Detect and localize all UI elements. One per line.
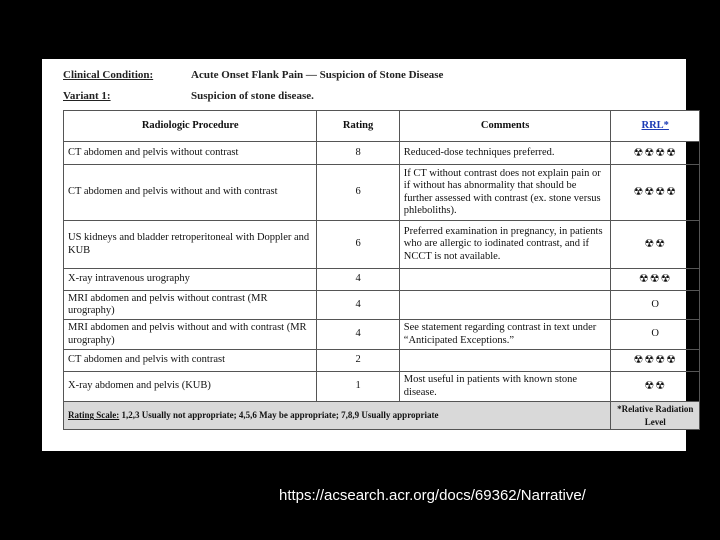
document-page bbox=[42, 59, 694, 451]
rrl-cell: ☢☢☢ bbox=[611, 269, 700, 291]
table-row bbox=[64, 221, 700, 269]
table-row bbox=[64, 320, 700, 350]
rating-cell: 2 bbox=[317, 350, 399, 372]
comment-cell bbox=[399, 291, 611, 320]
rating-cell: 4 bbox=[317, 269, 399, 291]
procedure-cell: MRI abdomen and pelvis without and with contrast (MR urography) bbox=[64, 320, 317, 350]
table-footer-row bbox=[64, 402, 700, 430]
rrl-cell: ☢☢☢☢ bbox=[611, 165, 700, 221]
rrl-cell: O bbox=[611, 320, 700, 350]
rrl-cell: ☢☢☢☢ bbox=[611, 142, 700, 165]
rating-cell: 4 bbox=[317, 320, 399, 350]
source-url: https://acsearch.acr.org/docs/69362/Narrative/ bbox=[279, 487, 586, 504]
comment-cell: Preferred examination in pregnancy, in patients who are allergic to iodinated contrast, and if NCCT is not available. bbox=[399, 221, 611, 269]
table-row bbox=[64, 291, 700, 320]
comment-cell: See statement regarding contrast in text under “Anticipated Exceptions.” bbox=[399, 320, 611, 350]
table-row bbox=[64, 142, 700, 165]
col-header-rrl[interactable] bbox=[611, 111, 700, 142]
relative-radiation-level-note: *Relative Radiation Level bbox=[611, 402, 700, 430]
rrl-cell: O bbox=[611, 291, 700, 320]
rating-cell: 6 bbox=[317, 221, 399, 269]
comment-cell bbox=[399, 269, 611, 291]
procedure-cell: X-ray intravenous urography bbox=[64, 269, 317, 291]
procedure-cell: X-ray abdomen and pelvis (KUB) bbox=[64, 372, 317, 402]
procedure-cell: US kidneys and bladder retroperitoneal with Doppler and KUB bbox=[64, 221, 317, 269]
rating-cell: 6 bbox=[317, 165, 399, 221]
table-row bbox=[64, 269, 700, 291]
comment-cell bbox=[399, 350, 611, 372]
comment-cell: If CT without contrast does not explain pain or if without has abnormality that should be further assessed with contrast (ex. stone versus phleboliths). bbox=[399, 165, 611, 221]
clinical-condition-value: Acute Onset Flank Pain — Suspicion of Stone Disease bbox=[191, 69, 444, 81]
rrl-link[interactable]: RRL* bbox=[641, 119, 669, 131]
rating-cell: 4 bbox=[317, 291, 399, 320]
procedure-cell: CT abdomen and pelvis with contrast bbox=[64, 350, 317, 372]
procedures-table bbox=[63, 110, 700, 430]
table-row bbox=[64, 165, 700, 221]
procedure-cell: CT abdomen and pelvis without and with contrast bbox=[64, 165, 317, 221]
comment-cell: Reduced-dose techniques preferred. bbox=[399, 142, 611, 165]
rrl-cell: ☢☢ bbox=[611, 221, 700, 269]
procedure-cell: CT abdomen and pelvis without contrast bbox=[64, 142, 317, 165]
rating-cell: 1 bbox=[317, 372, 399, 402]
col-header-comments: Comments bbox=[399, 111, 611, 142]
comment-cell: Most useful in patients with known stone disease. bbox=[399, 372, 611, 402]
rating-cell: 8 bbox=[317, 142, 399, 165]
table-row bbox=[64, 350, 700, 372]
col-header-procedure: Radiologic Procedure bbox=[64, 111, 317, 142]
variant-label: Variant 1: bbox=[63, 90, 111, 102]
clinical-condition-label: Clinical Condition: bbox=[63, 69, 154, 81]
rrl-cell: ☢☢ bbox=[611, 372, 700, 402]
table-row bbox=[64, 372, 700, 402]
table-header-row bbox=[64, 111, 700, 142]
col-header-rating: Rating bbox=[317, 111, 399, 142]
rating-scale-text: 1,2,3 Usually not appropriate; 4,5,6 May be appropriate; 7,8,9 Usually appropriate bbox=[119, 410, 439, 421]
variant-value: Suspicion of stone disease. bbox=[191, 90, 314, 102]
rrl-cell: ☢☢☢☢ bbox=[611, 350, 700, 372]
rating-scale-cell bbox=[64, 402, 611, 430]
procedure-cell: MRI abdomen and pelvis without contrast (MR urography) bbox=[64, 291, 317, 320]
rating-scale-label: Rating Scale: bbox=[68, 410, 120, 421]
